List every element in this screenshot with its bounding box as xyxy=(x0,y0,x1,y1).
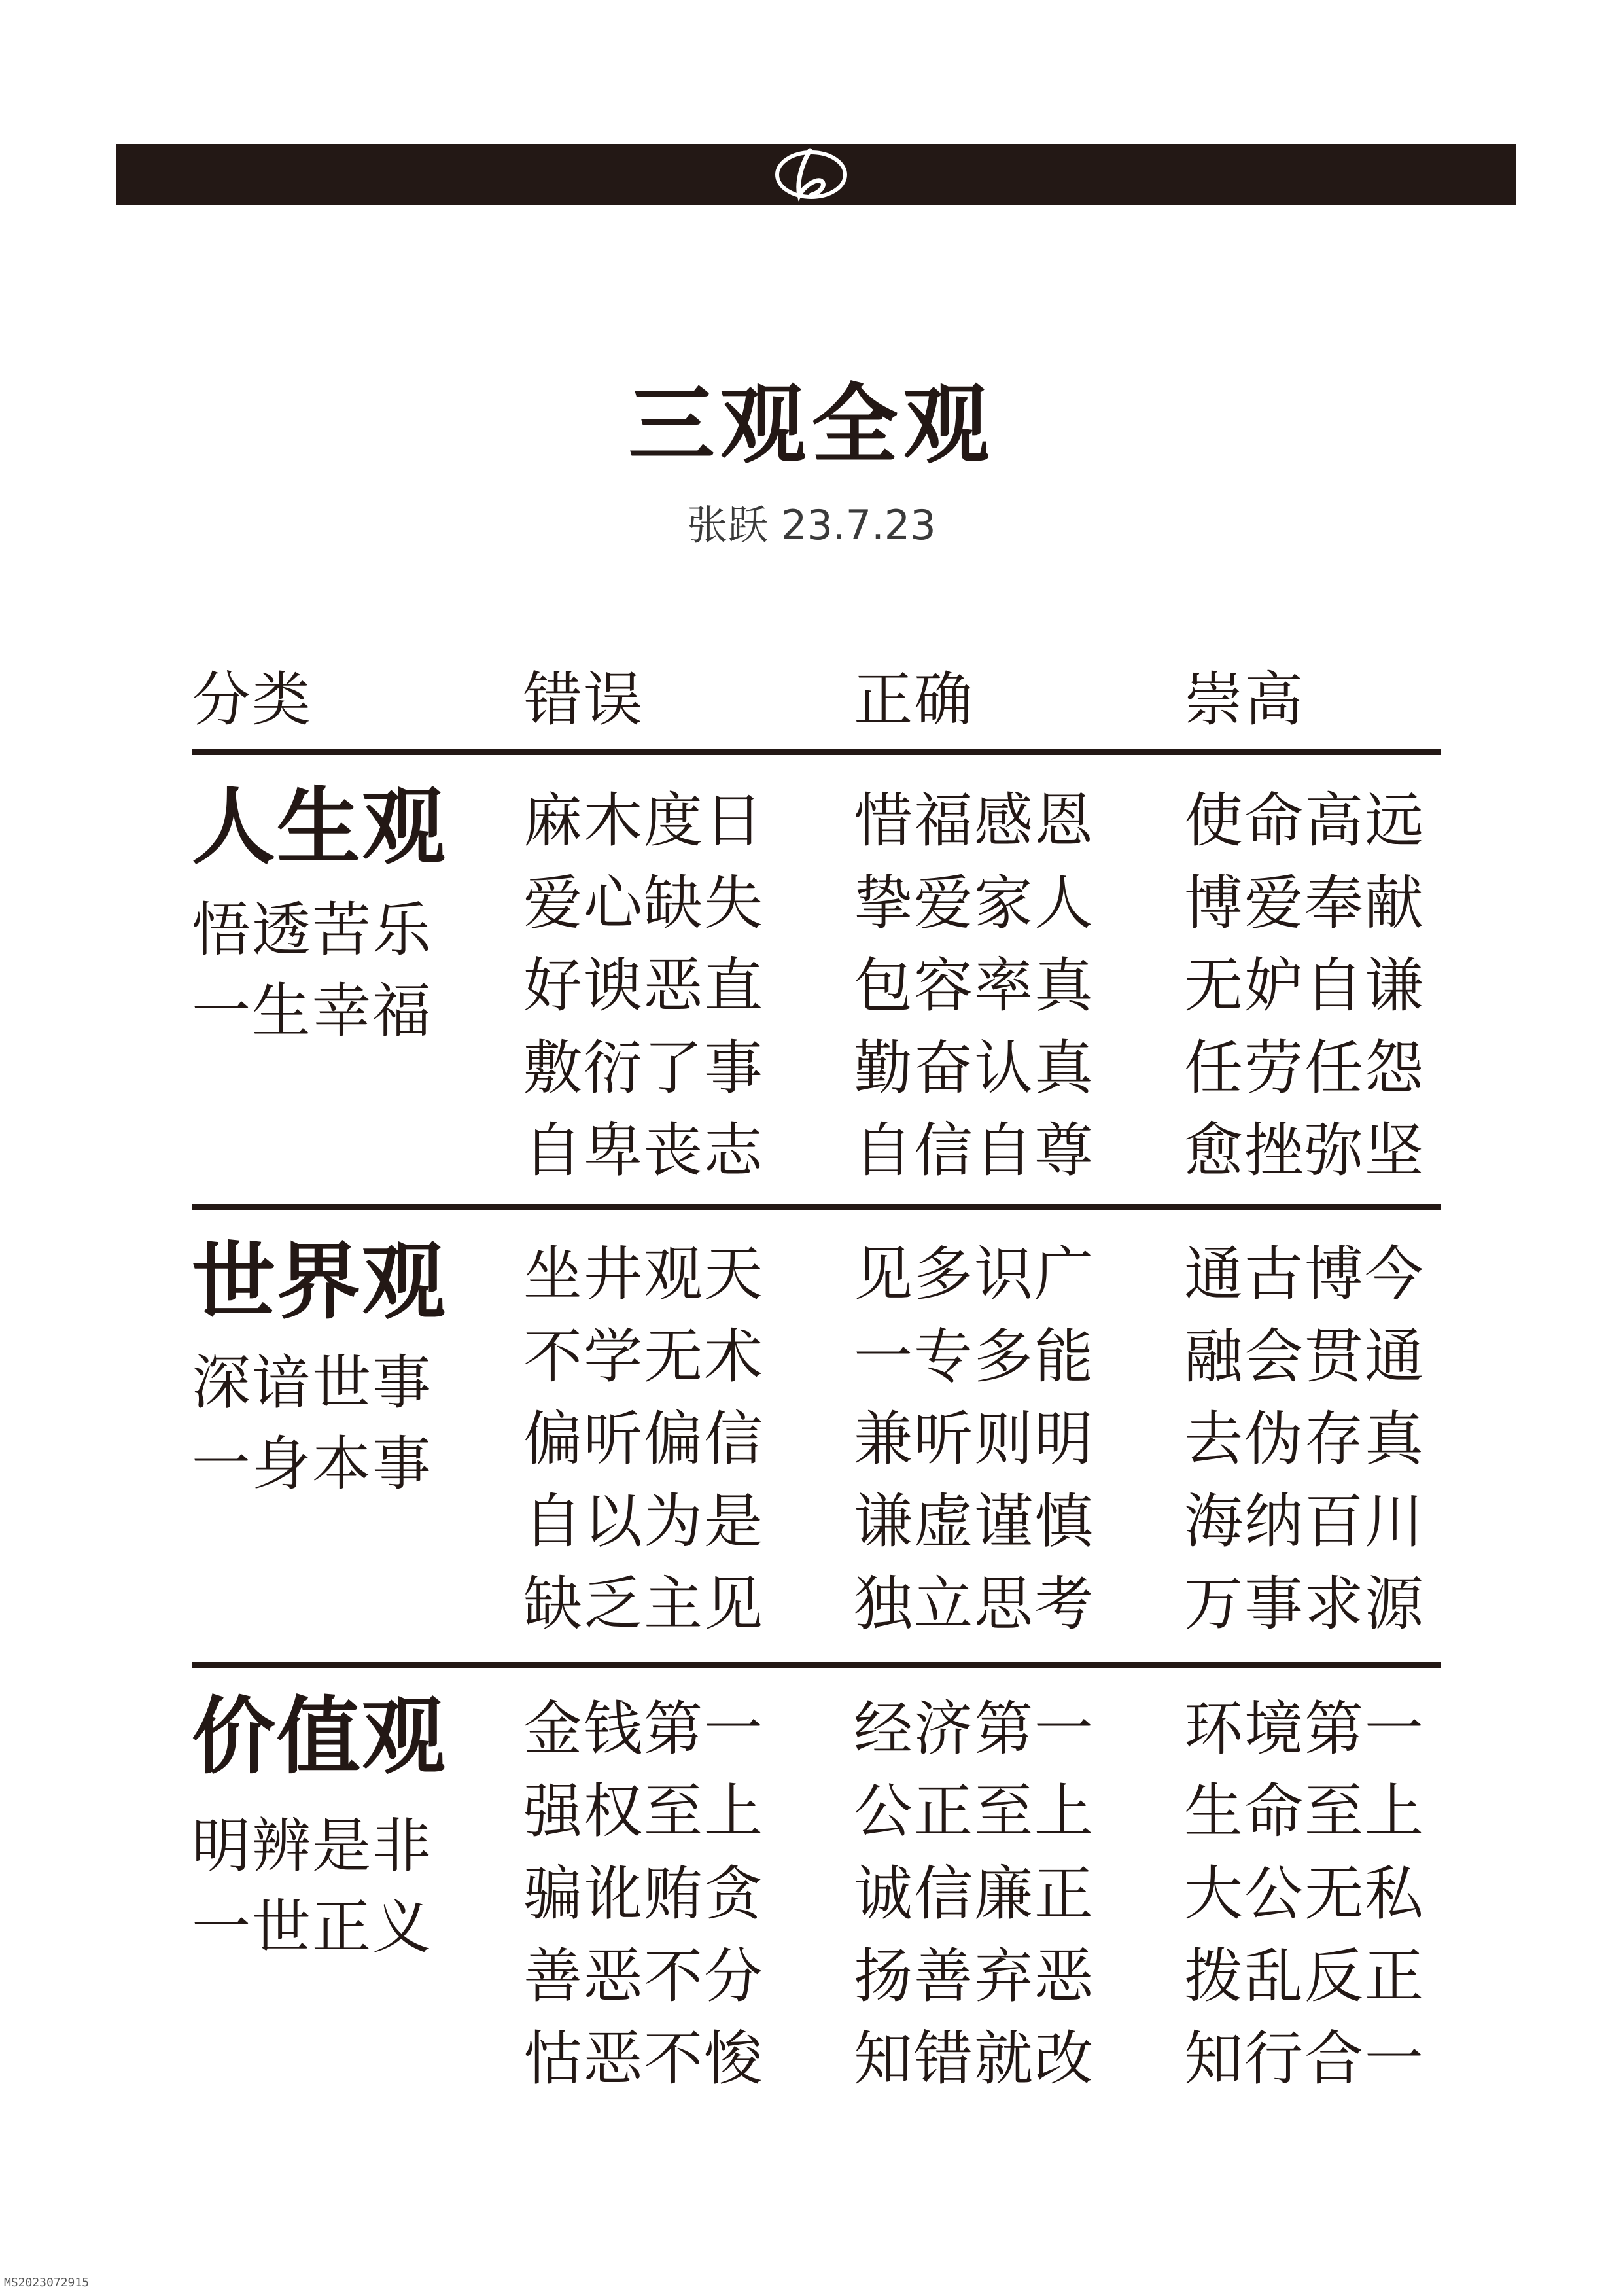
cell: 兼听则明 xyxy=(854,1405,1094,1474)
cell: 强权至上 xyxy=(523,1777,764,1846)
cell: 勤奋认真 xyxy=(854,1034,1094,1103)
lofty-column xyxy=(1184,1233,1425,1646)
cell: 爱心缺失 xyxy=(523,869,764,938)
cell: 使命高远 xyxy=(1184,786,1425,855)
section-subtitle-line: 深谙世事 xyxy=(192,1349,432,1417)
cell: 经济第一 xyxy=(854,1695,1094,1763)
cell: 拨乱反正 xyxy=(1184,1942,1425,2011)
cell: 缺乏主见 xyxy=(523,1570,764,1638)
section-subtitle-line: 一世正义 xyxy=(192,1893,432,1962)
wrong-column xyxy=(523,1688,764,2100)
section-subtitle-line: 一身本事 xyxy=(192,1430,432,1498)
cell: 包容率真 xyxy=(854,951,1094,1020)
page-title: 三观全观 xyxy=(628,375,995,476)
cell: 诚信廉正 xyxy=(854,1860,1094,1928)
section-name: 价值观 xyxy=(192,1688,447,1786)
section-name: 世界观 xyxy=(192,1233,447,1331)
cell: 万事求源 xyxy=(1184,1570,1425,1638)
cell: 金钱第一 xyxy=(523,1695,764,1763)
divider-rule xyxy=(192,1662,1441,1668)
cell: 环境第一 xyxy=(1184,1695,1425,1763)
section-name: 人生观 xyxy=(192,779,447,876)
cell: 怙恶不悛 xyxy=(523,2024,764,2093)
cell: 见多识广 xyxy=(854,1240,1094,1309)
header-lofty: 崇高 xyxy=(1184,665,1304,734)
document-code: MS2023072915 xyxy=(4,2276,90,2289)
cell: 骗讹贿贪 xyxy=(523,1860,764,1928)
cell: 扬善弃恶 xyxy=(854,1942,1094,2011)
right-column xyxy=(854,1233,1094,1646)
section-subtitle-line: 悟透苦乐 xyxy=(192,896,432,964)
lofty-column xyxy=(1184,1688,1425,2100)
cell: 博爱奉献 xyxy=(1184,869,1425,938)
wrong-column xyxy=(523,1233,764,1646)
right-column xyxy=(854,1688,1094,2100)
section-subtitle xyxy=(192,1806,432,1968)
right-column xyxy=(854,780,1094,1192)
cell: 偏听偏信 xyxy=(523,1405,764,1474)
lofty-column xyxy=(1184,780,1425,1192)
logo-icon xyxy=(772,147,850,203)
cell: 敷衍了事 xyxy=(523,1034,764,1103)
wrong-column xyxy=(523,780,764,1192)
cell: 挚爱家人 xyxy=(854,869,1094,938)
section-subtitle xyxy=(192,1343,432,1505)
divider-rule xyxy=(192,749,1441,755)
cell: 海纳百川 xyxy=(1184,1487,1425,1556)
section-subtitle xyxy=(192,890,432,1052)
cell: 麻木度日 xyxy=(523,786,764,855)
cell: 自以为是 xyxy=(523,1487,764,1556)
cell: 坐井观天 xyxy=(523,1240,764,1309)
cell: 一专多能 xyxy=(854,1322,1094,1391)
cell: 去伪存真 xyxy=(1184,1405,1425,1474)
cell: 谦虚谨慎 xyxy=(854,1487,1094,1556)
section-subtitle-line: 一生幸福 xyxy=(192,977,432,1046)
cell: 知行合一 xyxy=(1184,2024,1425,2093)
cell: 任劳任怨 xyxy=(1184,1034,1425,1103)
cell: 公正至上 xyxy=(854,1777,1094,1846)
cell: 通古博今 xyxy=(1184,1240,1425,1309)
header-wrong: 错误 xyxy=(523,665,644,734)
cell: 不学无术 xyxy=(523,1322,764,1391)
cell: 融会贯通 xyxy=(1184,1322,1425,1391)
cell: 好谀恶直 xyxy=(523,951,764,1020)
header-right: 正确 xyxy=(854,665,974,734)
header-category: 分类 xyxy=(192,665,312,734)
cell: 独立思考 xyxy=(854,1570,1094,1638)
cell: 自信自尊 xyxy=(854,1116,1094,1185)
cell: 善恶不分 xyxy=(523,1942,764,2011)
divider-rule xyxy=(192,1204,1441,1210)
cell: 自卑丧志 xyxy=(523,1116,764,1185)
cell: 知错就改 xyxy=(854,2024,1094,2093)
cell: 无妒自谦 xyxy=(1184,951,1425,1020)
section-subtitle-line: 明辨是非 xyxy=(192,1812,432,1881)
cell: 愈挫弥坚 xyxy=(1184,1116,1425,1185)
cell: 惜福感恩 xyxy=(854,786,1094,855)
cell: 大公无私 xyxy=(1184,1860,1425,1928)
author-date: 张跃 23.7.23 xyxy=(687,501,936,549)
cell: 生命至上 xyxy=(1184,1777,1425,1846)
